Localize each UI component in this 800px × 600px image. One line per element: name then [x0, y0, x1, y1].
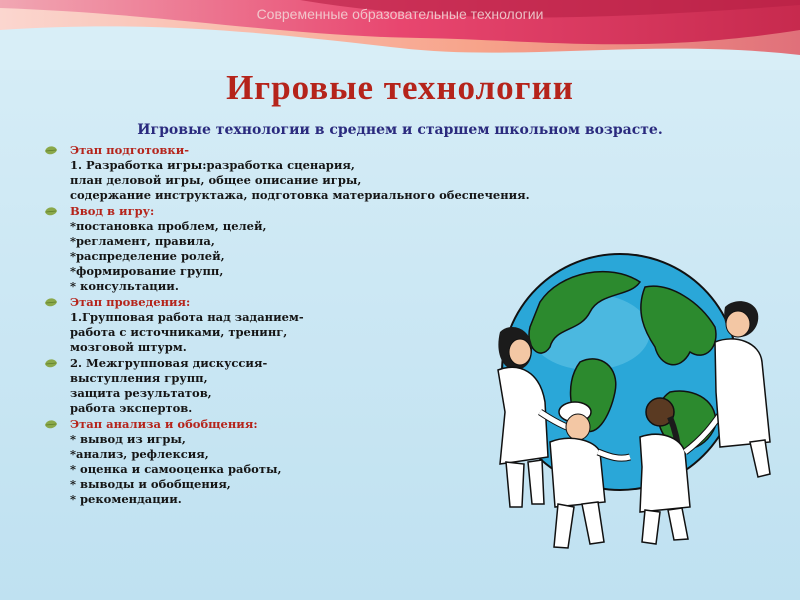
section-line: 2. Межгрупповая дискуссия- — [70, 356, 268, 370]
page-subtitle: Игровые технологии в среднем и старшем школьном возрасте. — [137, 122, 663, 138]
section-line: * рекомендации. — [70, 492, 182, 506]
leaf-bullet-icon — [44, 358, 58, 369]
leaf-bullet-icon — [44, 419, 58, 430]
section-heading: Ввод в игру: — [70, 204, 155, 218]
section-line: 1. Разработка игры:разработка сценария, — [70, 158, 355, 172]
section-line: * вывод из игры, — [70, 432, 186, 446]
section-line: мозговой штурм. — [70, 340, 187, 354]
leaf-bullet-icon — [44, 206, 58, 217]
globe-children-illustration — [470, 252, 790, 557]
section-line: *регламент, правила, — [70, 234, 215, 248]
section-line: *анализ, рефлексия, — [70, 447, 209, 461]
section-heading: Этап подготовки- — [70, 143, 190, 157]
section-line: план деловой игры, общее описание игры, — [70, 173, 362, 187]
section-line: *распределение ролей, — [70, 249, 225, 263]
section-line: содержание инструктажа, подготовка материального обеспечения. — [70, 188, 530, 202]
section-line: * выводы и обобщения, — [70, 477, 231, 491]
section-heading: Этап проведения: — [70, 295, 191, 309]
section-line: работа экспертов. — [70, 401, 193, 415]
section-line: выступления групп, — [70, 371, 208, 385]
leaf-bullet-icon — [44, 145, 58, 156]
section-line: защита результатов, — [70, 386, 212, 400]
section-line: * оценка и самооценка работы, — [70, 462, 282, 476]
section-line: 1.Групповая работа над заданием- — [70, 310, 304, 324]
section-line: работа с источниками, тренинг, — [70, 325, 288, 339]
leaf-bullet-icon — [44, 297, 58, 308]
section-line: *формирование групп, — [70, 264, 224, 278]
list-item — [44, 143, 564, 203]
section-line: *постановка проблем, целей, — [70, 219, 267, 233]
section-line: * консультации. — [70, 279, 179, 293]
section-heading: Этап анализа и обобщения: — [70, 417, 258, 431]
header-subtitle: Современные образовательные технологии — [256, 6, 544, 22]
page-title: Игровые технологии — [226, 68, 574, 107]
